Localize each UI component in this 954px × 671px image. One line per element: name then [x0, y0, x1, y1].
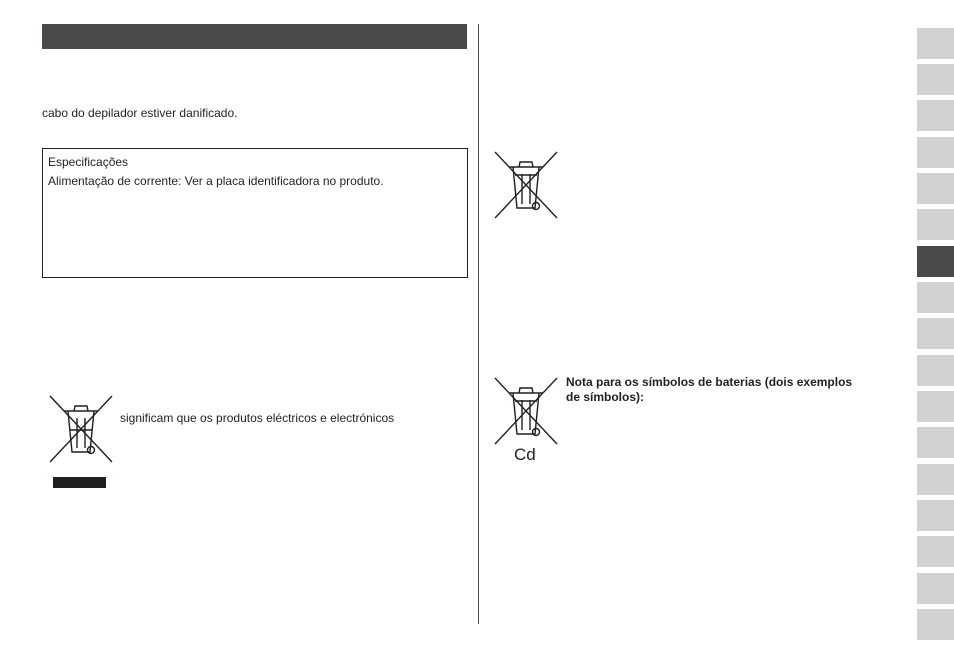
weee-text: significam que os produtos eléctricos e electrónicos [120, 411, 395, 425]
section-header-bar [42, 24, 467, 49]
specifications-title: Especificações [48, 155, 129, 169]
language-tab[interactable] [917, 282, 954, 313]
power-supply-line: Alimentação de corrente: Ver a placa identificadora no produto. [48, 174, 384, 188]
language-tab[interactable] [917, 64, 954, 95]
battery-symbols-note-title: Nota para os símbolos de baterias (dois exemplos de símbolos): [566, 375, 853, 404]
specifications-box [42, 148, 468, 278]
language-tab[interactable] [917, 28, 954, 59]
language-tab-active[interactable] [917, 246, 954, 277]
language-tab[interactable] [917, 173, 954, 204]
language-tab[interactable] [917, 137, 954, 168]
crossed-out-bin-icon-right [493, 150, 559, 220]
language-tab[interactable] [917, 318, 954, 349]
language-tab[interactable] [917, 609, 954, 640]
continuation-text: cabo do depilador estiver danificado. [42, 106, 238, 120]
language-tab[interactable] [917, 536, 954, 567]
crossed-out-battery-bin-icon [493, 376, 559, 446]
cadmium-label: Cd [514, 445, 536, 464]
language-tab[interactable] [917, 209, 954, 240]
language-tab[interactable] [917, 391, 954, 422]
language-tab[interactable] [917, 464, 954, 495]
language-tab[interactable] [917, 500, 954, 531]
language-tab[interactable] [917, 427, 954, 458]
language-tab[interactable] [917, 100, 954, 131]
language-tab[interactable] [917, 355, 954, 386]
crossed-out-bin-icon [48, 394, 114, 464]
black-bar-marker [53, 477, 106, 488]
column-divider [478, 24, 479, 624]
language-tab[interactable] [917, 573, 954, 604]
